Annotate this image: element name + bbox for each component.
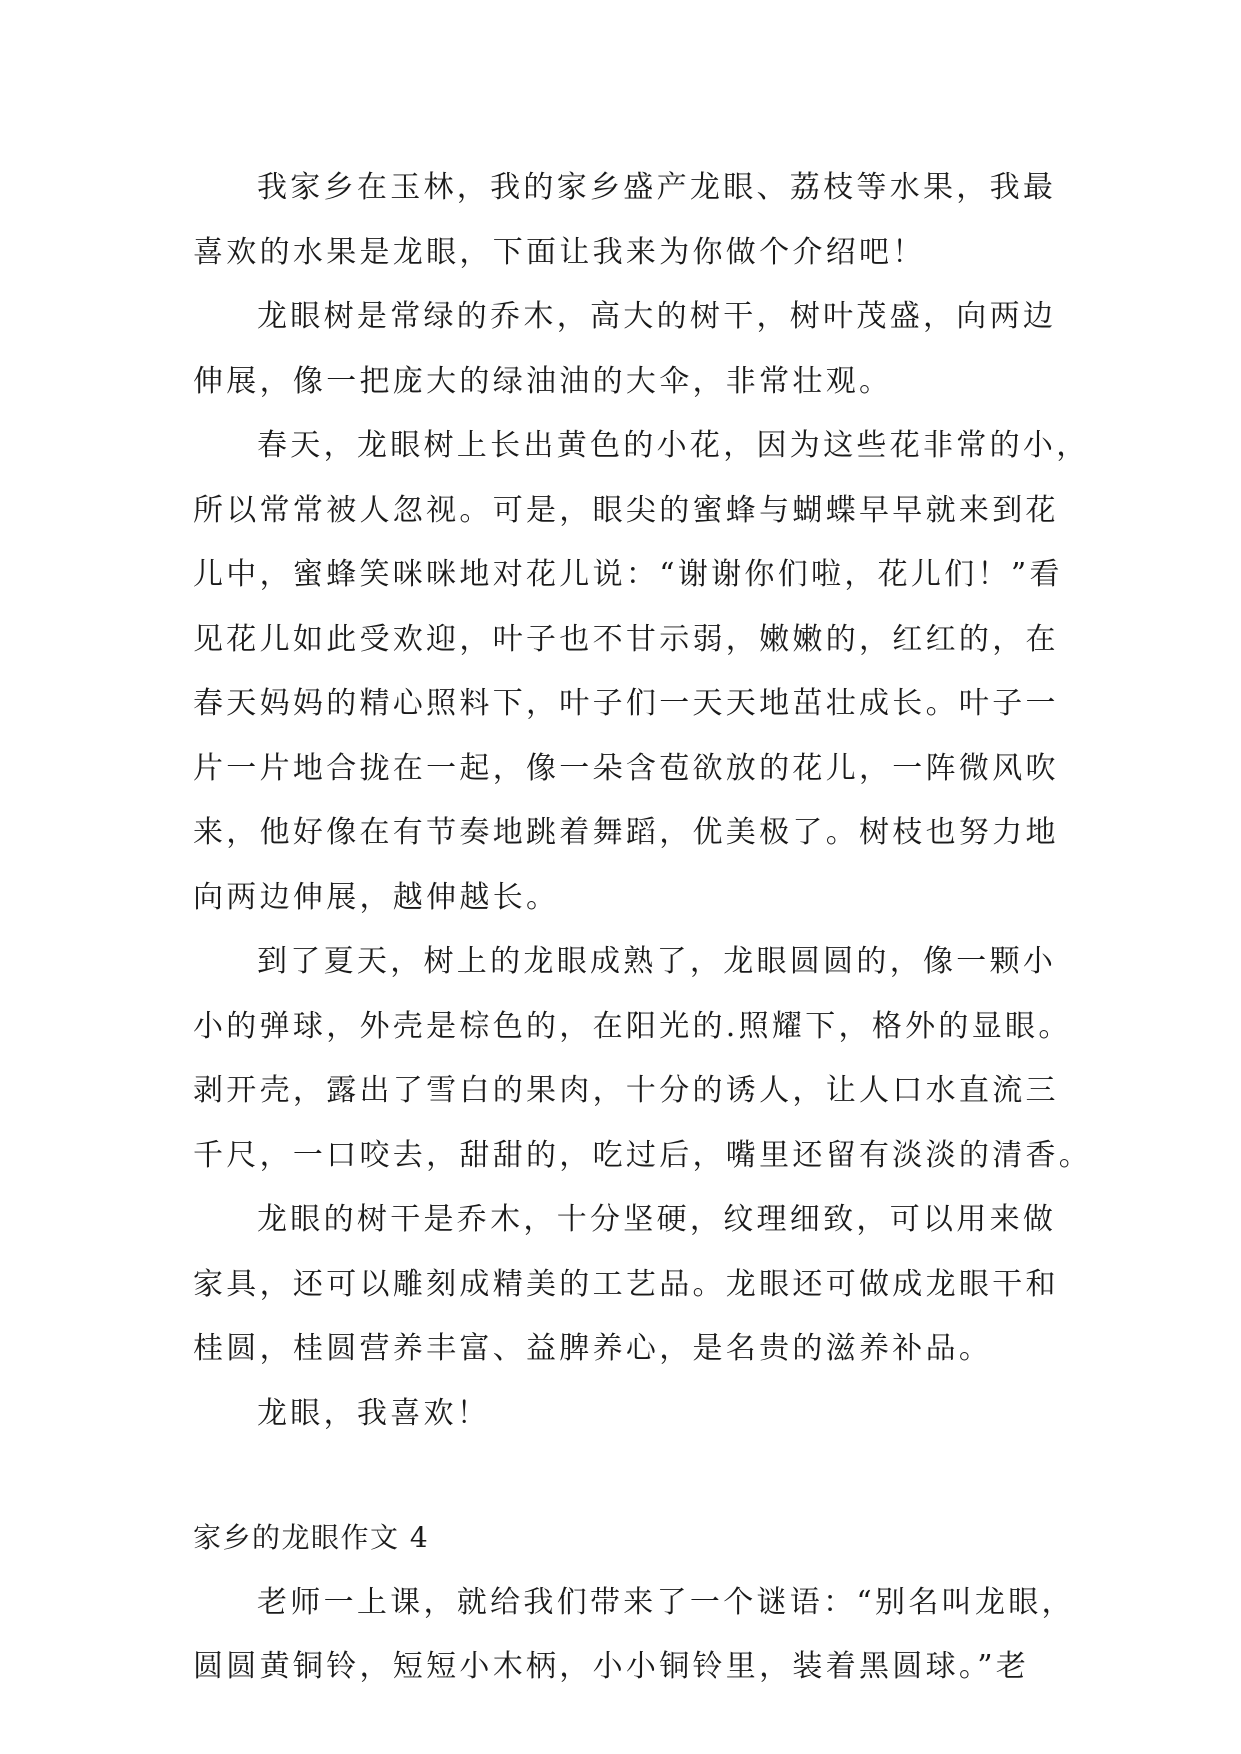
document-body: [193, 156, 1093, 1700]
paragraph-line: 到了夏天，树上的龙眼成熟了，龙眼圆圆的，像一颗小: [257, 944, 1057, 979]
paragraph-line: 伸展，像一把庞大的绿油油的大伞，非常壮观。: [193, 363, 893, 399]
paragraph-line: 家具，还可以雕刻成精美的工艺品。龙眼还可做成龙眼干和: [193, 1266, 1059, 1302]
paragraph-line: 春天妈妈的精心照料下，叶子们一天天地茁壮成长。叶子一: [193, 686, 1059, 721]
paragraph-line: 所以常常被人忽视。可是，眼尖的蜜蜂与蝴蝶早早就来到花: [193, 492, 1059, 528]
paragraph-line: 圆圆黄铜铃，短短小木柄，小小铜铃里，装着黑圆球。”老: [193, 1649, 1030, 1684]
paragraph-line: 春天，龙眼树上长出黄色的小花，因为这些花非常的小，: [257, 428, 1090, 463]
paragraph-line: 喜欢的水果是龙眼，下面让我来为你做个介绍吧！: [193, 234, 926, 270]
section-title: 家乡的龙眼作文 4: [193, 1521, 430, 1554]
paragraph-line: 我家乡在玉林，我的家乡盛产龙眼、荔枝等水果，我最: [257, 170, 1057, 205]
paragraph-line: 来，他好像在有节奏地跳着舞蹈，优美极了。树枝也努力地: [193, 815, 1059, 850]
paragraph-line: 老师一上课，就给我们带来了一个谜语：“别名叫龙眼，: [257, 1584, 1075, 1620]
paragraph-line: 龙眼的树干是乔木，十分坚硬，纹理细致，可以用来做: [257, 1202, 1057, 1237]
paragraph-line: 剥开壳，露出了雪白的果肉，十分的诱人，让人口水直流三: [193, 1073, 1059, 1108]
paragraph-line: 见花儿如此受欢迎，叶子也不甘示弱，嫩嫩的，红红的，在: [193, 621, 1059, 657]
paragraph-line: 千尺，一口咬去，甜甜的，吃过后，嘴里还留有淡淡的清香。: [193, 1137, 1093, 1173]
paragraph-line: 向两边伸展，越伸越长。: [193, 879, 560, 915]
paragraph-line: 小的弹球，外壳是棕色的，在阳光的.照耀下，格外的显眼。: [193, 1008, 1072, 1044]
paragraph-line: 龙眼树是常绿的乔木，高大的树干，树叶茂盛，向两边: [257, 299, 1057, 334]
paragraph-line: 片一片地合拢在一起，像一朵含苞欲放的花儿，一阵微风吹: [193, 750, 1059, 786]
paragraph-line: 桂圆，桂圆营养丰富、益脾养心，是名贵的滋养补品。: [193, 1331, 993, 1366]
paragraph-line: 儿中，蜜蜂笑咪咪地对花儿说：“谢谢你们啦，花儿们！”看: [193, 557, 1063, 592]
section-gap: [193, 1446, 1065, 1506]
paragraph-line: 龙眼，我喜欢！: [257, 1395, 491, 1431]
